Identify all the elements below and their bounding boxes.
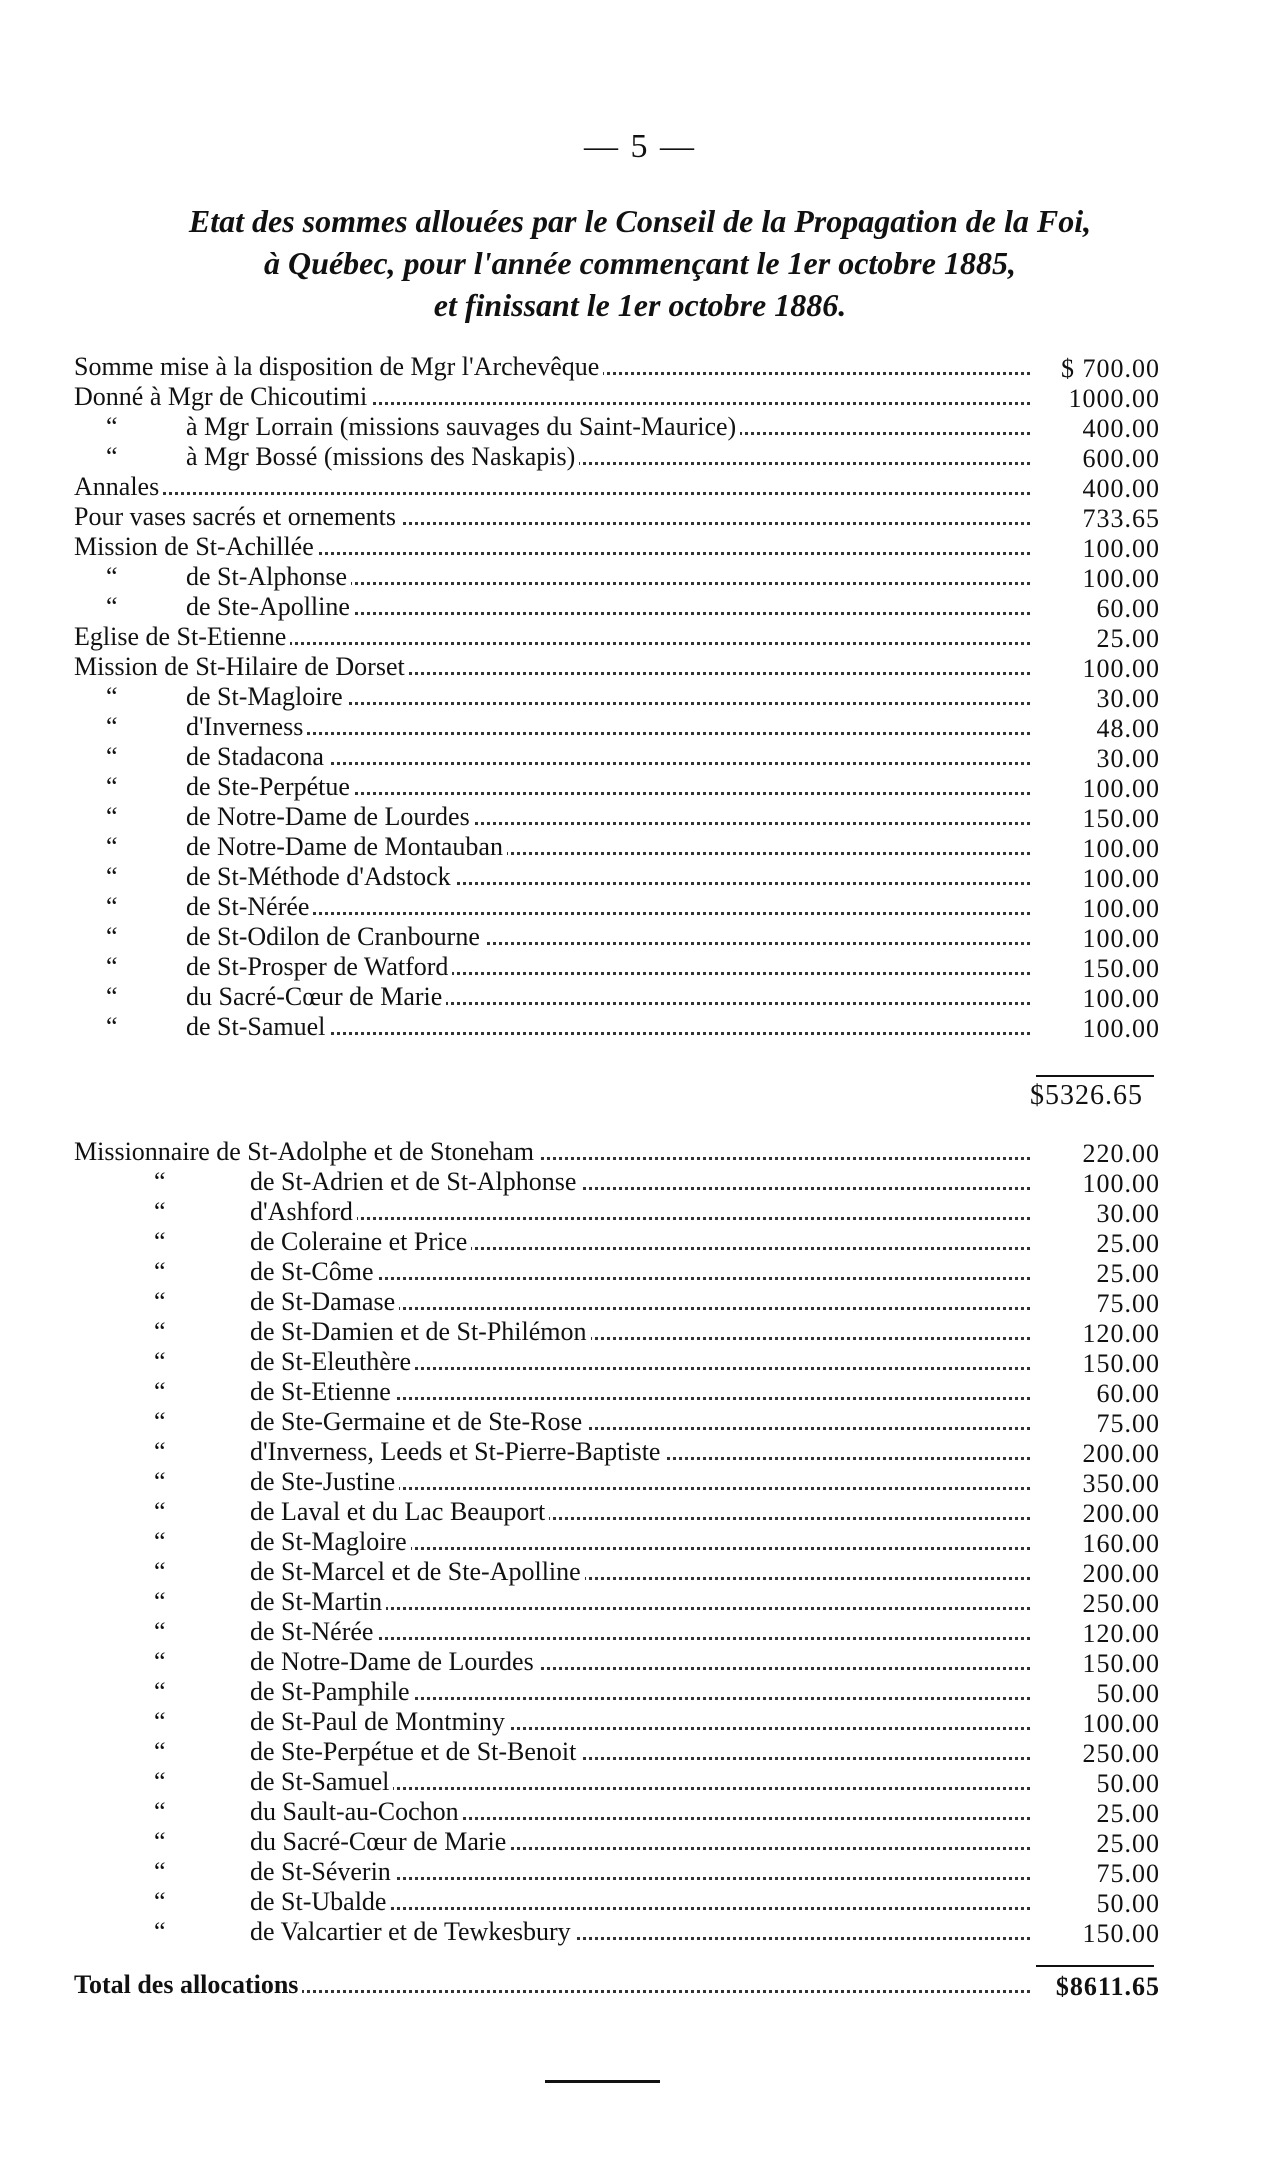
row-amount: 25.00 [1096, 1829, 1160, 1858]
row-amount: 75.00 [1096, 1859, 1160, 1888]
table-row [74, 952, 1160, 982]
row-label: de St-Séverin [250, 1857, 391, 1886]
table-row [74, 1317, 1160, 1347]
table-row [74, 772, 1160, 802]
table-row [74, 1677, 1160, 1707]
row-label: d'Inverness, Leeds et St-Pierre-Baptiste [250, 1437, 661, 1466]
row-label: de Ste-Justine [250, 1467, 396, 1496]
table-row [74, 1557, 1160, 1587]
table-row [74, 802, 1160, 832]
row-amount: 60.00 [1096, 594, 1160, 623]
row-amount: 200.00 [1082, 1439, 1160, 1468]
table-row [74, 1467, 1160, 1497]
table-row [74, 1827, 1160, 1857]
allocations-section-2 [74, 1137, 1160, 1947]
ditto-mark: “ [154, 1317, 166, 1346]
table-row [74, 652, 1160, 682]
title-line-2: à Québec, pour l'année commençant le 1er octobre 1885, [264, 245, 1016, 281]
table-row [74, 1347, 1160, 1377]
row-amount: 150.00 [1082, 1649, 1160, 1678]
row-label: de St-Nérée [250, 1617, 374, 1646]
row-label: Donné à Mgr de Chicoutimi [74, 382, 368, 411]
row-amount: $ 700.00 [1061, 354, 1160, 383]
ditto-mark: “ [106, 742, 118, 771]
row-label: de St-Méthode d'Adstock [186, 862, 451, 891]
ditto-mark: “ [106, 412, 118, 441]
row-amount: 100.00 [1082, 774, 1160, 803]
row-label: de St-Marcel et de Ste-Apolline [250, 1557, 581, 1586]
row-amount: 100.00 [1082, 1014, 1160, 1043]
ditto-mark: “ [106, 562, 118, 591]
ditto-mark: “ [154, 1197, 166, 1226]
ditto-mark: “ [154, 1497, 166, 1526]
row-amount: 25.00 [1096, 624, 1160, 653]
row-label: de St-Eleuthère [250, 1347, 411, 1376]
ditto-mark: “ [154, 1167, 166, 1196]
table-row [74, 412, 1160, 442]
row-amount: 30.00 [1096, 684, 1160, 713]
ditto-mark: “ [154, 1347, 166, 1376]
total-amount: $8611.65 [1055, 1972, 1160, 2001]
ditto-mark: “ [106, 892, 118, 921]
table-row [74, 1737, 1160, 1767]
table-row [74, 862, 1160, 892]
ditto-mark: “ [154, 1437, 166, 1466]
row-amount: 350.00 [1082, 1469, 1160, 1498]
ditto-mark: “ [154, 1617, 166, 1646]
ditto-mark: “ [154, 1677, 166, 1706]
row-label: de Notre-Dame de Lourdes [250, 1647, 534, 1676]
table-row [74, 1377, 1160, 1407]
row-amount: 100.00 [1082, 1169, 1160, 1198]
row-amount: 160.00 [1082, 1529, 1160, 1558]
row-amount: 100.00 [1082, 864, 1160, 893]
table-row [74, 1857, 1160, 1887]
row-label: de St-Adrien et de St-Alphonse [250, 1167, 577, 1196]
table-row [74, 1497, 1160, 1527]
row-amount: 75.00 [1096, 1409, 1160, 1438]
row-label: de St-Samuel [186, 1012, 326, 1041]
row-amount: 50.00 [1096, 1769, 1160, 1798]
page-number: — 5 — [584, 128, 696, 165]
row-label: de Laval et du Lac Beauport [250, 1497, 546, 1526]
ditto-mark: “ [106, 952, 118, 981]
row-label: de Ste-Apolline [186, 592, 350, 621]
table-row [74, 832, 1160, 862]
row-label: à Mgr Bossé (missions des Naskapis) [186, 442, 576, 471]
row-amount: 400.00 [1082, 474, 1160, 503]
ditto-mark: “ [154, 1767, 166, 1796]
ditto-mark: “ [106, 832, 118, 861]
ditto-mark: “ [154, 1647, 166, 1676]
row-label: Eglise de St-Etienne [74, 622, 287, 651]
ditto-mark: “ [154, 1467, 166, 1496]
row-label: de Ste-Perpétue et de St-Benoit [250, 1737, 577, 1766]
ditto-mark: “ [106, 442, 118, 471]
row-amount: 100.00 [1082, 564, 1160, 593]
row-label: de St-Samuel [250, 1767, 390, 1796]
row-amount: 25.00 [1096, 1259, 1160, 1288]
ditto-mark: “ [154, 1557, 166, 1586]
row-label: de St-Ubalde [250, 1887, 387, 1916]
dot-leader [74, 472, 1030, 502]
row-label: de Ste-Perpétue [186, 772, 350, 801]
row-label: de Valcartier et de Tewkesbury [250, 1917, 571, 1946]
row-label: de St-Pamphile [250, 1677, 410, 1706]
title-line-1: Etat des sommes allouées par le Conseil de la Propagation de la Foi, [188, 203, 1092, 239]
ditto-mark: “ [154, 1887, 166, 1916]
row-label: de Stadacona [186, 742, 324, 771]
row-amount: 30.00 [1096, 1199, 1160, 1228]
table-row [74, 442, 1160, 472]
total-rule [1036, 1965, 1154, 1967]
row-label: Missionnaire de St-Adolphe et de Stoneham [74, 1137, 534, 1166]
row-amount: 150.00 [1082, 1349, 1160, 1378]
row-label: de Coleraine et Price [250, 1227, 468, 1256]
table-row [74, 472, 1160, 502]
ditto-mark: “ [154, 1257, 166, 1286]
table-row [74, 1527, 1160, 1557]
table-row [74, 1707, 1160, 1737]
table-row [74, 532, 1160, 562]
row-label: de St-Martin [250, 1587, 383, 1616]
table-row [74, 622, 1160, 652]
row-label: du Sacré-Cœur de Marie [186, 982, 443, 1011]
table-row [74, 922, 1160, 952]
table-row [74, 1767, 1160, 1797]
title-line-3: et finissant le 1er octobre 1886. [433, 287, 847, 323]
allocations-section-1 [74, 352, 1160, 1042]
row-label: de St-Magloire [186, 682, 343, 711]
end-rule [545, 2080, 660, 2083]
ditto-mark: “ [154, 1377, 166, 1406]
row-label: de St-Côme [250, 1257, 374, 1286]
row-amount: 400.00 [1082, 414, 1160, 443]
row-amount: 200.00 [1082, 1499, 1160, 1528]
row-label: de St-Alphonse [186, 562, 348, 591]
table-row [74, 982, 1160, 1012]
row-amount: 25.00 [1096, 1799, 1160, 1828]
row-label: d'Inverness [186, 712, 304, 741]
ditto-mark: “ [154, 1857, 166, 1886]
table-row [74, 1437, 1160, 1467]
ditto-mark: “ [106, 862, 118, 891]
row-amount: 100.00 [1082, 984, 1160, 1013]
ditto-mark: “ [154, 1287, 166, 1316]
row-label: d'Ashford [250, 1197, 353, 1226]
row-amount: 100.00 [1082, 834, 1160, 863]
ditto-mark: “ [154, 1797, 166, 1826]
row-amount: 100.00 [1082, 654, 1160, 683]
ditto-mark: “ [154, 1587, 166, 1616]
row-amount: 220.00 [1082, 1139, 1160, 1168]
row-amount: 25.00 [1096, 1229, 1160, 1258]
ditto-mark: “ [154, 1827, 166, 1856]
row-amount: 50.00 [1096, 1679, 1160, 1708]
table-row [74, 1287, 1160, 1317]
row-amount: 120.00 [1082, 1619, 1160, 1648]
table-row [74, 1167, 1160, 1197]
table-row [74, 1647, 1160, 1677]
ditto-mark: “ [106, 682, 118, 711]
row-amount: 250.00 [1082, 1739, 1160, 1768]
row-amount: 100.00 [1082, 894, 1160, 923]
subtotal-amount: $5326.65 [1030, 1080, 1143, 1111]
table-row [74, 502, 1160, 532]
ditto-mark: “ [106, 922, 118, 951]
ditto-mark: “ [106, 772, 118, 801]
row-label: de Notre-Dame de Montauban [186, 832, 503, 861]
table-row [74, 1587, 1160, 1617]
row-label: Mission de St-Achillée [74, 532, 314, 561]
ditto-mark: “ [154, 1227, 166, 1256]
row-label: à Mgr Lorrain (missions sauvages du Saint-Maurice) [186, 412, 737, 441]
row-label: de St-Paul de Montminy [250, 1707, 505, 1736]
ditto-mark: “ [106, 712, 118, 741]
table-row [74, 742, 1160, 772]
ditto-mark: “ [154, 1707, 166, 1736]
ditto-mark: “ [154, 1737, 166, 1766]
table-row [74, 1617, 1160, 1647]
row-amount: 250.00 [1082, 1589, 1160, 1618]
row-label: Mission de St-Hilaire de Dorset [74, 652, 405, 681]
table-row [74, 1257, 1160, 1287]
row-amount: 200.00 [1082, 1559, 1160, 1588]
ditto-mark: “ [154, 1407, 166, 1436]
row-amount: 1000.00 [1068, 384, 1160, 413]
total-row [74, 1970, 1160, 2000]
row-label: du Sacré-Cœur de Marie [250, 1827, 507, 1856]
row-amount: 733.65 [1082, 504, 1160, 533]
subtotal-rule [1036, 1075, 1154, 1077]
row-amount: 75.00 [1096, 1289, 1160, 1318]
table-row [74, 382, 1160, 412]
row-amount: 48.00 [1096, 714, 1160, 743]
row-amount: 150.00 [1082, 954, 1160, 983]
total-label: Total des allocations [74, 1970, 302, 2000]
ditto-mark: “ [106, 592, 118, 621]
table-row [74, 1137, 1160, 1167]
row-label: de St-Prosper de Watford [186, 952, 449, 981]
ditto-mark: “ [106, 1012, 118, 1041]
row-amount: 600.00 [1082, 444, 1160, 473]
row-label: Pour vases sacrés et ornements [74, 502, 397, 531]
row-label: de Notre-Dame de Lourdes [186, 802, 470, 831]
row-label: de St-Etienne [250, 1377, 391, 1406]
row-label: Annales [74, 472, 160, 501]
table-row [74, 1797, 1160, 1827]
row-label: Somme mise à la disposition de Mgr l'Archevêque [74, 352, 600, 381]
table-row [74, 1012, 1160, 1042]
table-row [74, 682, 1160, 712]
table-row [74, 1887, 1160, 1917]
table-row [74, 1197, 1160, 1227]
row-amount: 100.00 [1082, 534, 1160, 563]
document-title [60, 200, 1220, 326]
row-label: de St-Nérée [186, 892, 310, 921]
row-label: de St-Odilon de Cranbourne [186, 922, 480, 951]
ditto-mark: “ [106, 982, 118, 1011]
row-amount: 50.00 [1096, 1889, 1160, 1918]
table-row [74, 1227, 1160, 1257]
table-row [74, 562, 1160, 592]
ditto-mark: “ [154, 1527, 166, 1556]
ditto-mark: “ [154, 1917, 166, 1946]
table-row [74, 592, 1160, 622]
row-amount: 30.00 [1096, 744, 1160, 773]
row-amount: 120.00 [1082, 1319, 1160, 1348]
row-amount: 100.00 [1082, 1709, 1160, 1738]
table-row [74, 352, 1160, 382]
row-amount: 150.00 [1082, 804, 1160, 833]
table-row [74, 1407, 1160, 1437]
table-row [74, 712, 1160, 742]
row-amount: 60.00 [1096, 1379, 1160, 1408]
row-label: de St-Magloire [250, 1527, 407, 1556]
ditto-mark: “ [106, 802, 118, 831]
row-label: de Ste-Germaine et de Ste-Rose [250, 1407, 583, 1436]
row-label: de St-Damase [250, 1287, 396, 1316]
table-row [74, 892, 1160, 922]
row-label: du Sault-au-Cochon [250, 1797, 459, 1826]
row-amount: 150.00 [1082, 1919, 1160, 1948]
table-row [74, 1917, 1160, 1947]
row-label: de St-Damien et de St-Philémon [250, 1317, 587, 1346]
row-amount: 100.00 [1082, 924, 1160, 953]
